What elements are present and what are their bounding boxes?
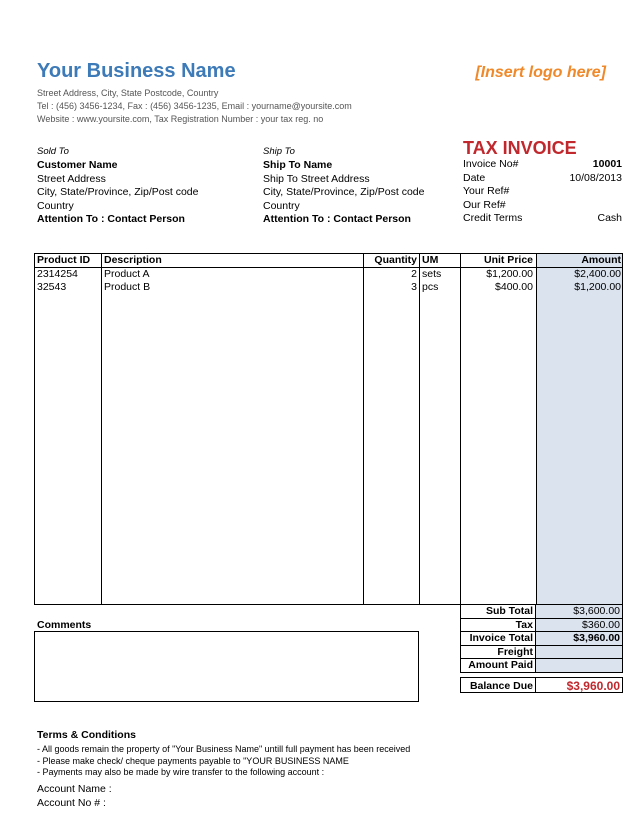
business-contact: Tel : (456) 3456-1234, Fax : (456) 3456-1235, Email : yourname@yoursite.com (37, 101, 352, 111)
tax-label: Tax (460, 619, 536, 633)
invoice-total-label: Invoice Total (460, 632, 536, 646)
row-quantity: 2 (411, 268, 417, 280)
terms-list (37, 744, 410, 779)
sub-total-value: $3,600.00 (536, 605, 623, 619)
sub-total-label: Sub Total (460, 605, 536, 619)
business-address: Street Address, City, State Postcode, Country (37, 88, 219, 98)
totals-block (460, 605, 623, 693)
tax-row (460, 619, 623, 633)
tax-value: $360.00 (536, 619, 623, 633)
header-product-id: Product ID (37, 254, 91, 266)
invoice-date-value: 10/08/2013 (569, 171, 622, 184)
amount-column-bg (536, 254, 622, 604)
ship-to-street: Ship To Street Address (263, 172, 370, 185)
sold-to-city: City, State/Province, Zip/Post code (37, 186, 199, 198)
invoice-number-label: Invoice No# (463, 158, 519, 170)
your-ref-label: Your Ref# (463, 185, 510, 197)
col-divider (419, 254, 420, 604)
col-divider (101, 254, 102, 604)
ship-to-country: Country (263, 199, 300, 212)
header-quantity: Quantity (374, 254, 417, 266)
account-name: Account Name : (37, 783, 112, 795)
amount-paid-value (536, 659, 623, 673)
your-ref-row (463, 185, 622, 199)
business-website: Website : www.yoursite.com, Tax Registration Number : your tax reg. no (37, 114, 324, 124)
terms-title: Terms & Conditions (37, 729, 136, 741)
row-unit-price: $1,200.00 (486, 268, 533, 280)
comments-box (34, 631, 419, 702)
freight-value (536, 646, 623, 660)
terms-line: - Please make check/ cheque payments payable to "YOUR BUSINESS NAME (37, 755, 349, 766)
comments-label: Comments (37, 619, 92, 631)
header-description: Description (104, 254, 162, 266)
invoice-date-row (463, 172, 622, 186)
sold-to-block (37, 159, 198, 227)
invoice-total-row (460, 632, 623, 646)
credit-terms-value: Cash (597, 212, 622, 224)
header-unit-price: Unit Price (483, 254, 533, 266)
account-number: Account No # : (37, 797, 106, 809)
logo-placeholder: [Insert logo here] (475, 64, 606, 81)
row-quantity: 3 (411, 281, 417, 293)
row-product-id: 2314254 (37, 268, 78, 280)
row-unit-price: $400.00 (495, 281, 533, 293)
balance-due-value: $3,960.00 (536, 677, 623, 693)
col-divider (460, 254, 461, 604)
credit-terms-row (463, 212, 622, 226)
sold-to-name: Customer Name (37, 159, 118, 171)
row-amount: $2,400.00 (574, 268, 621, 280)
terms-line: - Payments may also be made by wire transfer to the following account : (37, 767, 325, 777)
header-um: UM (422, 254, 439, 266)
invoice-title: TAX INVOICE (463, 138, 577, 158)
invoice-meta (463, 158, 622, 226)
our-ref-label: Our Ref# (463, 198, 506, 211)
sold-to-country: Country (37, 199, 74, 212)
invoice-date-label: Date (463, 171, 486, 184)
balance-due-row (460, 677, 623, 693)
sold-to-attention: Attention To : Contact Person (37, 213, 185, 225)
invoice-number-row (463, 158, 622, 172)
ship-to-city: City, State/Province, Zip/Post code (263, 186, 425, 198)
freight-row (460, 646, 623, 660)
row-um: pcs (422, 281, 439, 293)
terms-line: - All goods remain the property of "Your Business Name" untill full payment has been received (37, 744, 411, 754)
row-amount: $1,200.00 (574, 281, 621, 293)
sub-total-row (460, 605, 623, 619)
row-um: sets (422, 268, 442, 280)
ship-to-attention: Attention To : Contact Person (263, 213, 411, 225)
our-ref-row (463, 199, 622, 213)
business-name: Your Business Name (37, 60, 236, 82)
sold-to-heading: Sold To (37, 146, 69, 157)
sold-to-street: Street Address (37, 172, 106, 185)
col-divider (363, 254, 364, 604)
freight-label: Freight (460, 646, 536, 660)
invoice-total-value: $3,960.00 (536, 632, 623, 646)
header-amount: Amount (581, 254, 621, 266)
credit-terms-label: Credit Terms (463, 212, 523, 224)
invoice-number-value: 10001 (592, 158, 622, 170)
amount-paid-label: Amount Paid (460, 659, 536, 673)
row-product-id: 32543 (37, 281, 67, 293)
ship-to-heading: Ship To (263, 146, 295, 157)
items-table (34, 253, 623, 605)
ship-to-block (263, 159, 424, 227)
ship-to-name: Ship To Name (263, 159, 333, 171)
balance-due-label: Balance Due (460, 677, 536, 693)
amount-paid-row (460, 659, 623, 673)
row-description: Product B (104, 281, 151, 293)
row-description: Product A (104, 268, 150, 280)
